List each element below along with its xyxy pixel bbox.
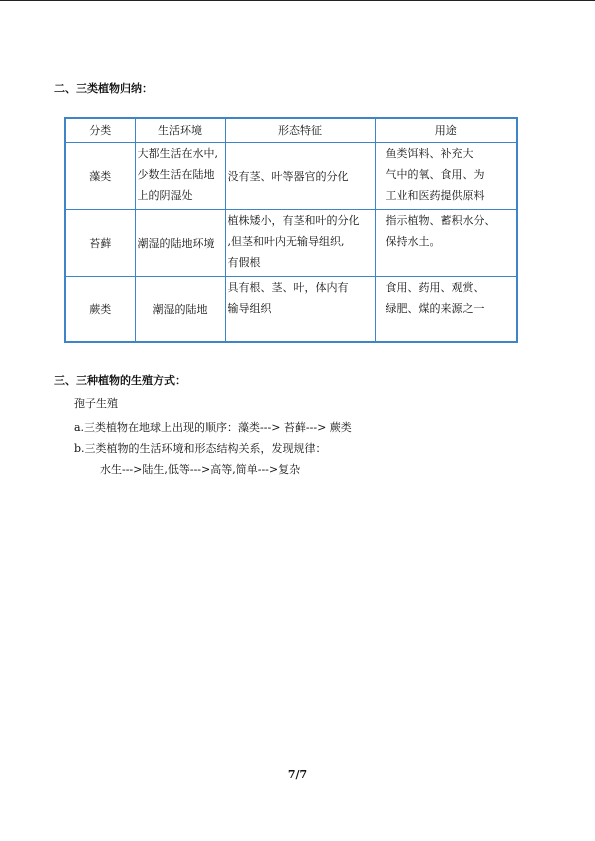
cell-line: 没有茎、叶等器官的分化 (227, 169, 349, 183)
cell-line: 工业和医药提供原料 (385, 189, 485, 202)
plant-summary-table (64, 117, 518, 343)
cell-line: 潮湿的陆地环境 (137, 236, 215, 250)
header-category: 分类 (65, 118, 135, 143)
appearance-order: a.三类植物在地球上出现的顺序：藻类---> 苔藓---> 蕨类 (74, 421, 352, 434)
row-environment (135, 277, 225, 343)
cell-line: 大都生活在水中, (137, 147, 218, 160)
row-name: 苔藓 (65, 210, 135, 277)
cell-line: 输导组织 (227, 302, 272, 315)
table-row (65, 210, 517, 277)
reproduction-type: 孢子生殖 (74, 397, 118, 410)
cell-line: 绿肥、煤的来源之一 (385, 302, 485, 315)
cell-line: 保持水土。 (385, 235, 441, 248)
pattern-summary: 水生--->陆生,低等--->高等,简单--->复杂 (100, 463, 301, 476)
cell-line: 上的阴湿处 (137, 189, 193, 202)
row-uses (375, 277, 517, 343)
cell-line: 鱼类饵料、补充大 (385, 147, 474, 160)
cell-line: 具有根、茎、叶，体内有 (227, 281, 349, 294)
cell-line: 食用、药用、观赏、 (385, 281, 485, 294)
cell-line: 少数生活在陆地 (137, 168, 215, 181)
header-environment: 生活环境 (135, 118, 225, 143)
row-uses (375, 210, 517, 277)
section-3-title: 三、三种植物的生殖方式： (54, 374, 186, 387)
header-morphology: 形态特征 (225, 118, 375, 143)
row-name: 蕨类 (65, 277, 135, 343)
row-environment (135, 143, 225, 210)
table-header-row (65, 118, 517, 143)
table-row (65, 277, 517, 343)
pattern-statement: b.三类植物的生活环境和形态结构关系，发现规律： (74, 442, 327, 455)
row-morphology (225, 277, 375, 343)
top-rule (0, 0, 595, 1)
cell-line: 气中的氧、食用、为 (385, 168, 485, 181)
table-row (65, 143, 517, 210)
page-number: 7/7 (287, 768, 308, 781)
row-morphology (225, 143, 375, 210)
cell-line: ,但茎和叶内无输导组织, (227, 235, 345, 248)
cell-line: 有假根 (227, 256, 261, 269)
cell-line: 植株矮小，有茎和叶的分化 (227, 214, 360, 227)
header-uses: 用途 (375, 118, 517, 143)
cell-line: 潮湿的陆地 (152, 302, 208, 316)
row-uses (375, 143, 517, 210)
cell-line: 指示植物、蓄积水分、 (385, 214, 496, 227)
section-2-title: 二、三类植物归纳： (54, 82, 153, 95)
row-morphology (225, 210, 375, 277)
row-name: 藻类 (65, 143, 135, 210)
row-environment (135, 210, 225, 277)
